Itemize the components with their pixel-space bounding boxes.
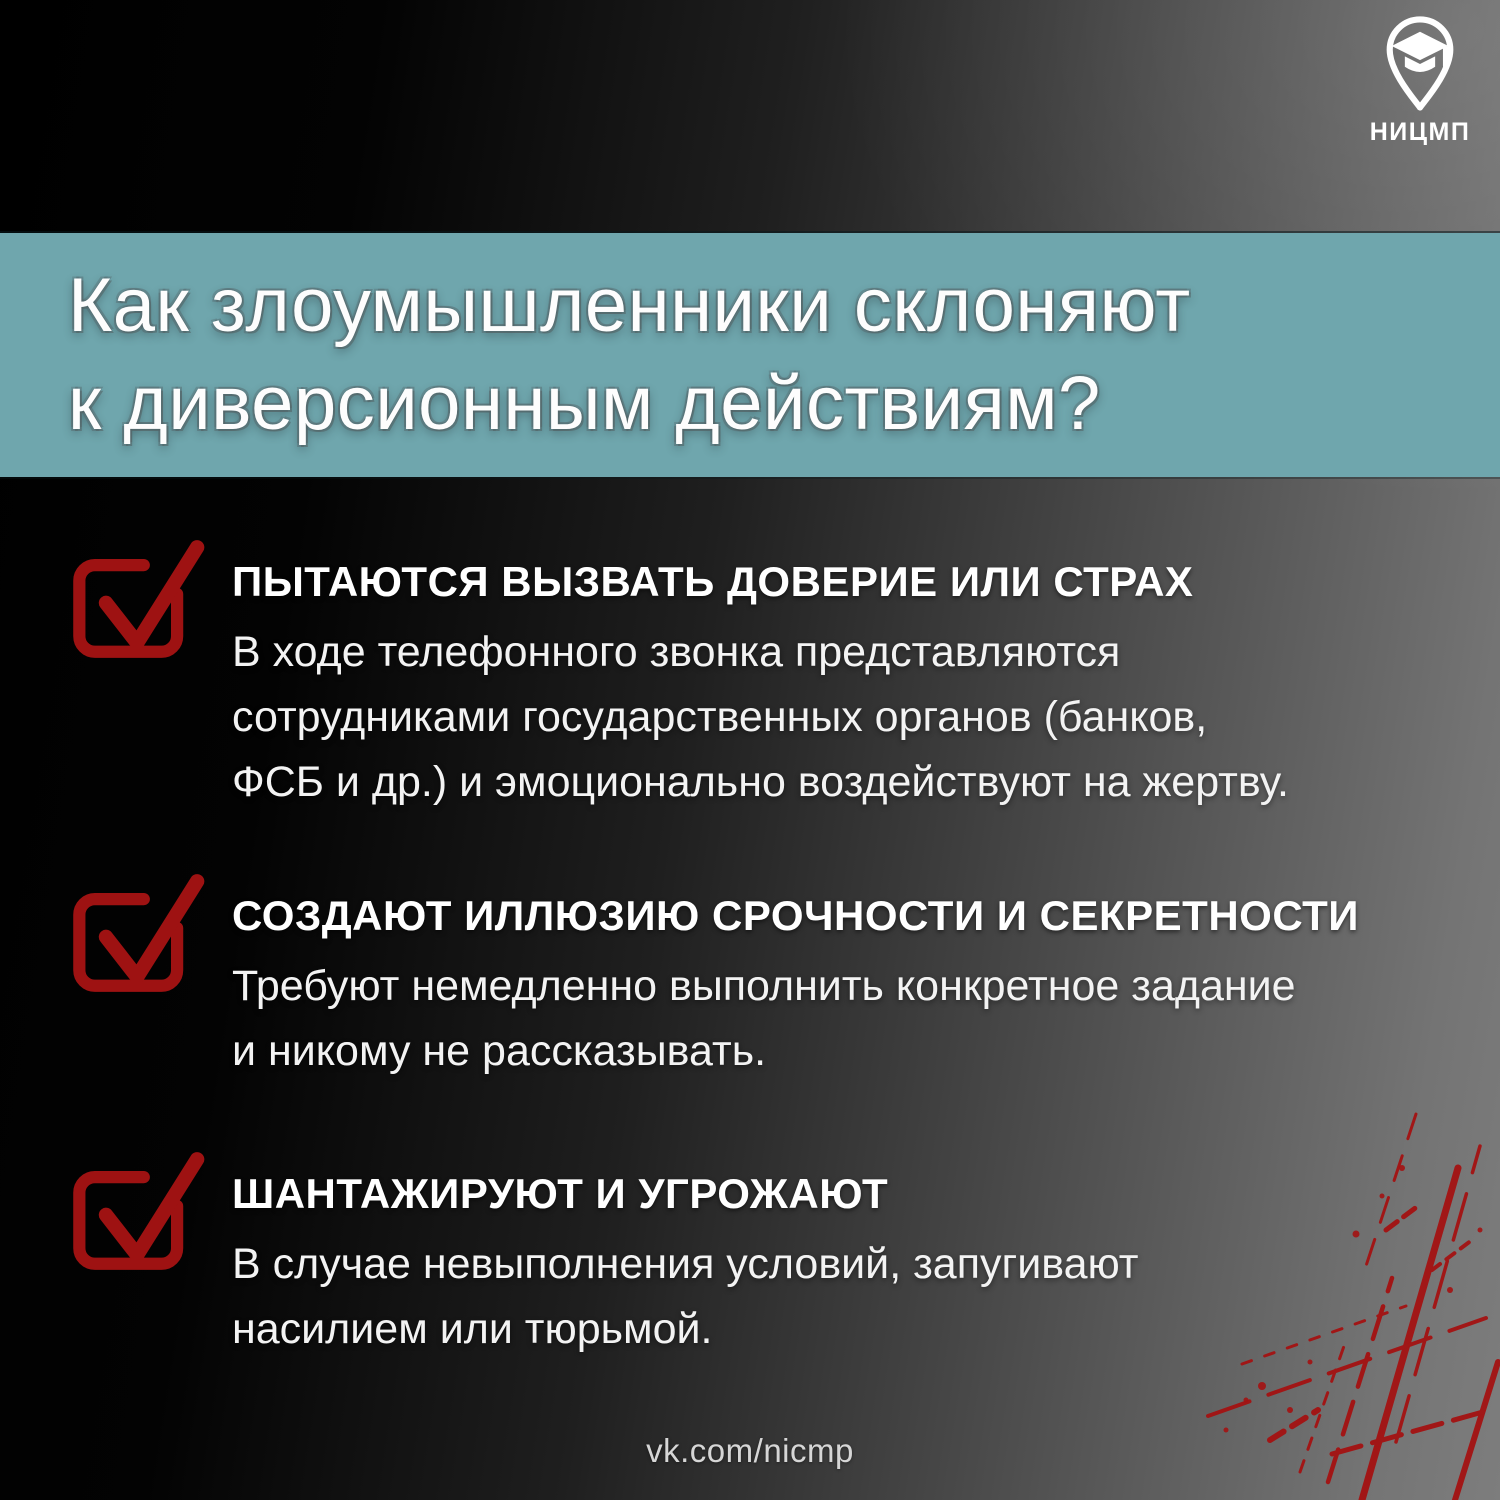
page-title-line-2: к диверсионным действиям? <box>68 361 1101 446</box>
checkbox-checked-icon <box>66 1146 206 1286</box>
org-name: НИЦМП <box>1369 118 1471 146</box>
list-item <box>66 556 1446 815</box>
title-banner <box>0 233 1500 477</box>
org-logo <box>1360 10 1480 147</box>
item-description: В случае невыполнения условий, запугивают насилием или тюрьмой. <box>232 1240 1139 1353</box>
footer-link: vk.com/nicmp <box>646 1432 854 1469</box>
item-description: Требуют немедленно выполнить конкретное задание и никому не рассказывать. <box>232 962 1296 1075</box>
item-title: СОЗДАЮТ ИЛЛЮЗИЮ СРОЧНОСТИ И СЕКРЕТНОСТИ <box>232 892 1359 939</box>
item-title: ПЫТАЮТСЯ ВЫЗВАТЬ ДОВЕРИЕ ИЛИ СТРАХ <box>232 558 1194 605</box>
item-title: ШАНТАЖИРУЮТ И УГРОЖАЮТ <box>232 1170 889 1217</box>
checkbox-checked-icon <box>66 534 206 674</box>
checkbox-checked-icon <box>66 868 206 1008</box>
graduation-cap-pin-icon <box>1377 10 1463 116</box>
page-title-line-1: Как злоумышленники склоняют <box>68 263 1191 348</box>
item-description: В ходе телефонного звонка представляются сотрудниками государственных органов (банков, ФСБ и др.) и эмоционально воздействуют на жертву. <box>232 628 1289 806</box>
list-item <box>66 890 1446 1084</box>
